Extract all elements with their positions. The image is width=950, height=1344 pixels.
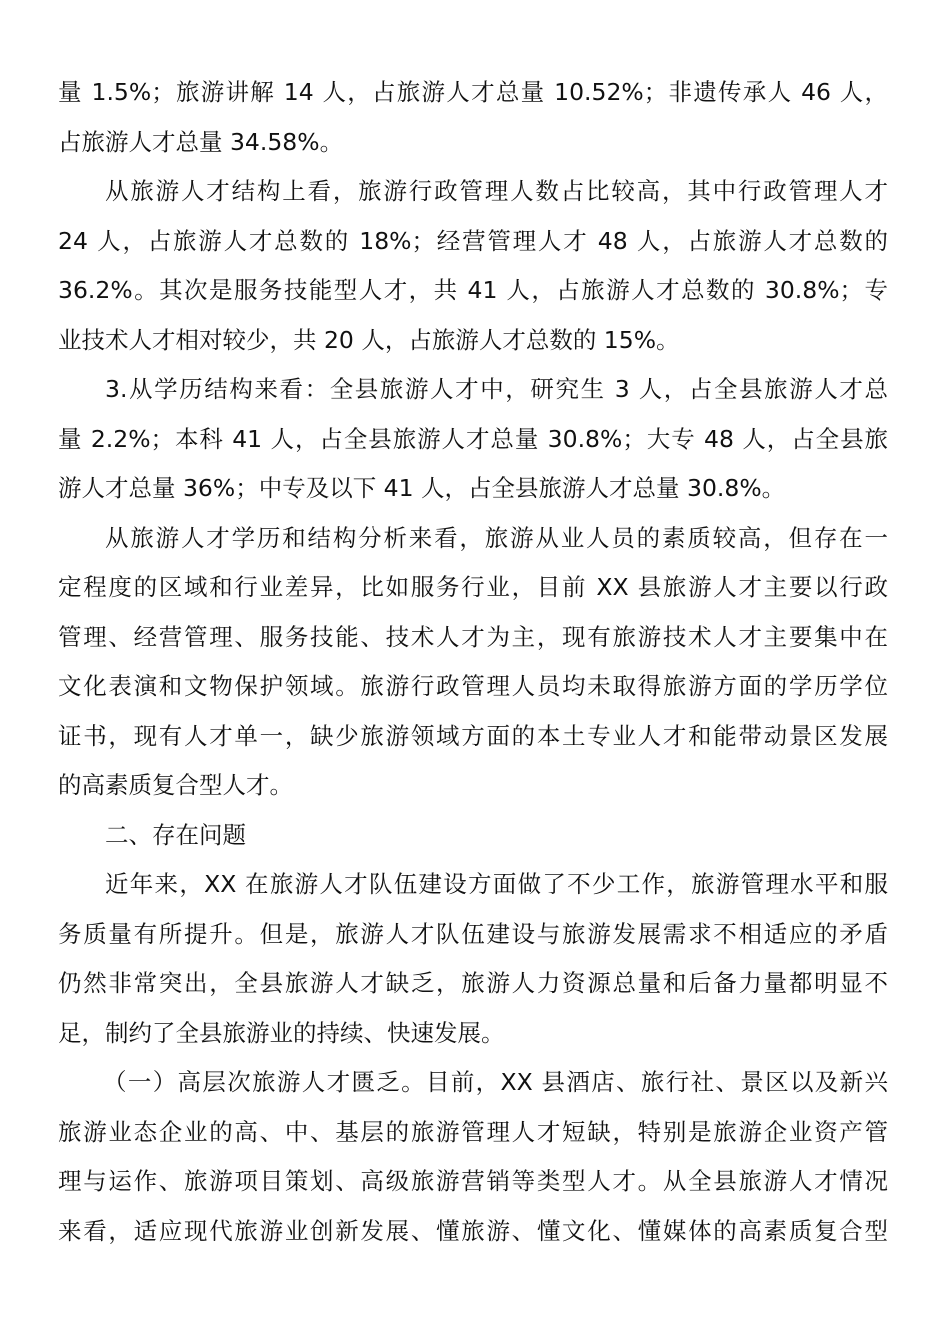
text-line: 旅游业态企业的高、中、基层的旅游管理人才短缺，特别是旅游企业资产管 (58, 1117, 888, 1146)
paragraph-p3 (58, 365, 888, 514)
text-line: 近年来，XX 在旅游人才队伍建设方面做了不少工作，旅游管理水平和服 (105, 870, 888, 898)
text-line: 证书，现有人才单一，缺少旅游领域方面的本土专业人才和能带动景区发展 (58, 721, 888, 750)
text-line: 仍然非常突出，全县旅游人才缺乏，旅游人力资源总量和后备力量都明显不 (58, 969, 888, 997)
text-line: （一）高层次旅游人才匮乏。目前，XX 县酒店、旅行社、景区以及新兴 (103, 1068, 888, 1096)
paragraph-p2 (58, 167, 888, 365)
text-line: 管理、经营管理、服务技能、技术人才为主，现有旅游技术人才主要集中在 (58, 622, 888, 651)
text-line: 3.从学历结构来看：全县旅游人才中，研究生 3 人，占全县旅游人才总 (105, 375, 888, 403)
text-line: 的高素质复合型人才。 (58, 771, 293, 799)
text-line: 理与运作、旅游项目策划、高级旅游营销等类型人才。从全县旅游人才情况 (58, 1167, 888, 1195)
section-heading (58, 811, 888, 861)
text-line: 定程度的区域和行业差异，比如服务行业，目前 XX 县旅游人才主要以行政 (58, 573, 888, 601)
text-line: 36.2%。其次是服务技能型人才，共 41 人，占旅游人才总数的 30.8%；专 (58, 276, 888, 304)
text-line: 量 1.5%；旅游讲解 14 人，占旅游人才总量 10.52%；非遗传承人 46 人， (58, 78, 888, 106)
text-line: 文化表演和文物保护领域。旅游行政管理人员均未取得旅游方面的学历学位 (58, 672, 888, 700)
text-line: 24 人，占旅游人才总数的 18%；经营管理人才 48 人，占旅游人才总数的 (58, 226, 888, 255)
text-line: 游人才总量 36%；中专及以下 41 人，占全县旅游人才总量 30.8%。 (58, 474, 786, 502)
text-line: 来看，适应现代旅游业创新发展、懂旅游、懂文化、懂媒体的高素质复合型 (58, 1216, 888, 1245)
text-line: 足，制约了全县旅游业的持续、快速发展。 (58, 1018, 505, 1047)
paragraph-p4 (58, 514, 888, 811)
document-page (58, 68, 888, 1256)
paragraph-p6 (58, 1058, 888, 1256)
heading-text: 二、存在问题 (105, 820, 246, 849)
paragraph-p5 (58, 860, 888, 1058)
paragraph-p1 (58, 68, 888, 167)
text-line: 务质量有所提升。但是，旅游人才队伍建设与旅游发展需求不相适应的矛盾 (58, 919, 888, 948)
text-line: 从旅游人才学历和结构分析来看，旅游从业人员的素质较高，但存在一 (105, 523, 888, 552)
text-line: 从旅游人才结构上看，旅游行政管理人数占比较高，其中行政管理人才 (105, 177, 888, 205)
text-line: 量 2.2%；本科 41 人，占全县旅游人才总量 30.8%；大专 48 人，占全县旅 (58, 424, 888, 453)
text-line: 占旅游人才总量 34.58%。 (58, 127, 344, 156)
text-line: 业技术人才相对较少，共 20 人，占旅游人才总数的 15%。 (58, 325, 680, 354)
